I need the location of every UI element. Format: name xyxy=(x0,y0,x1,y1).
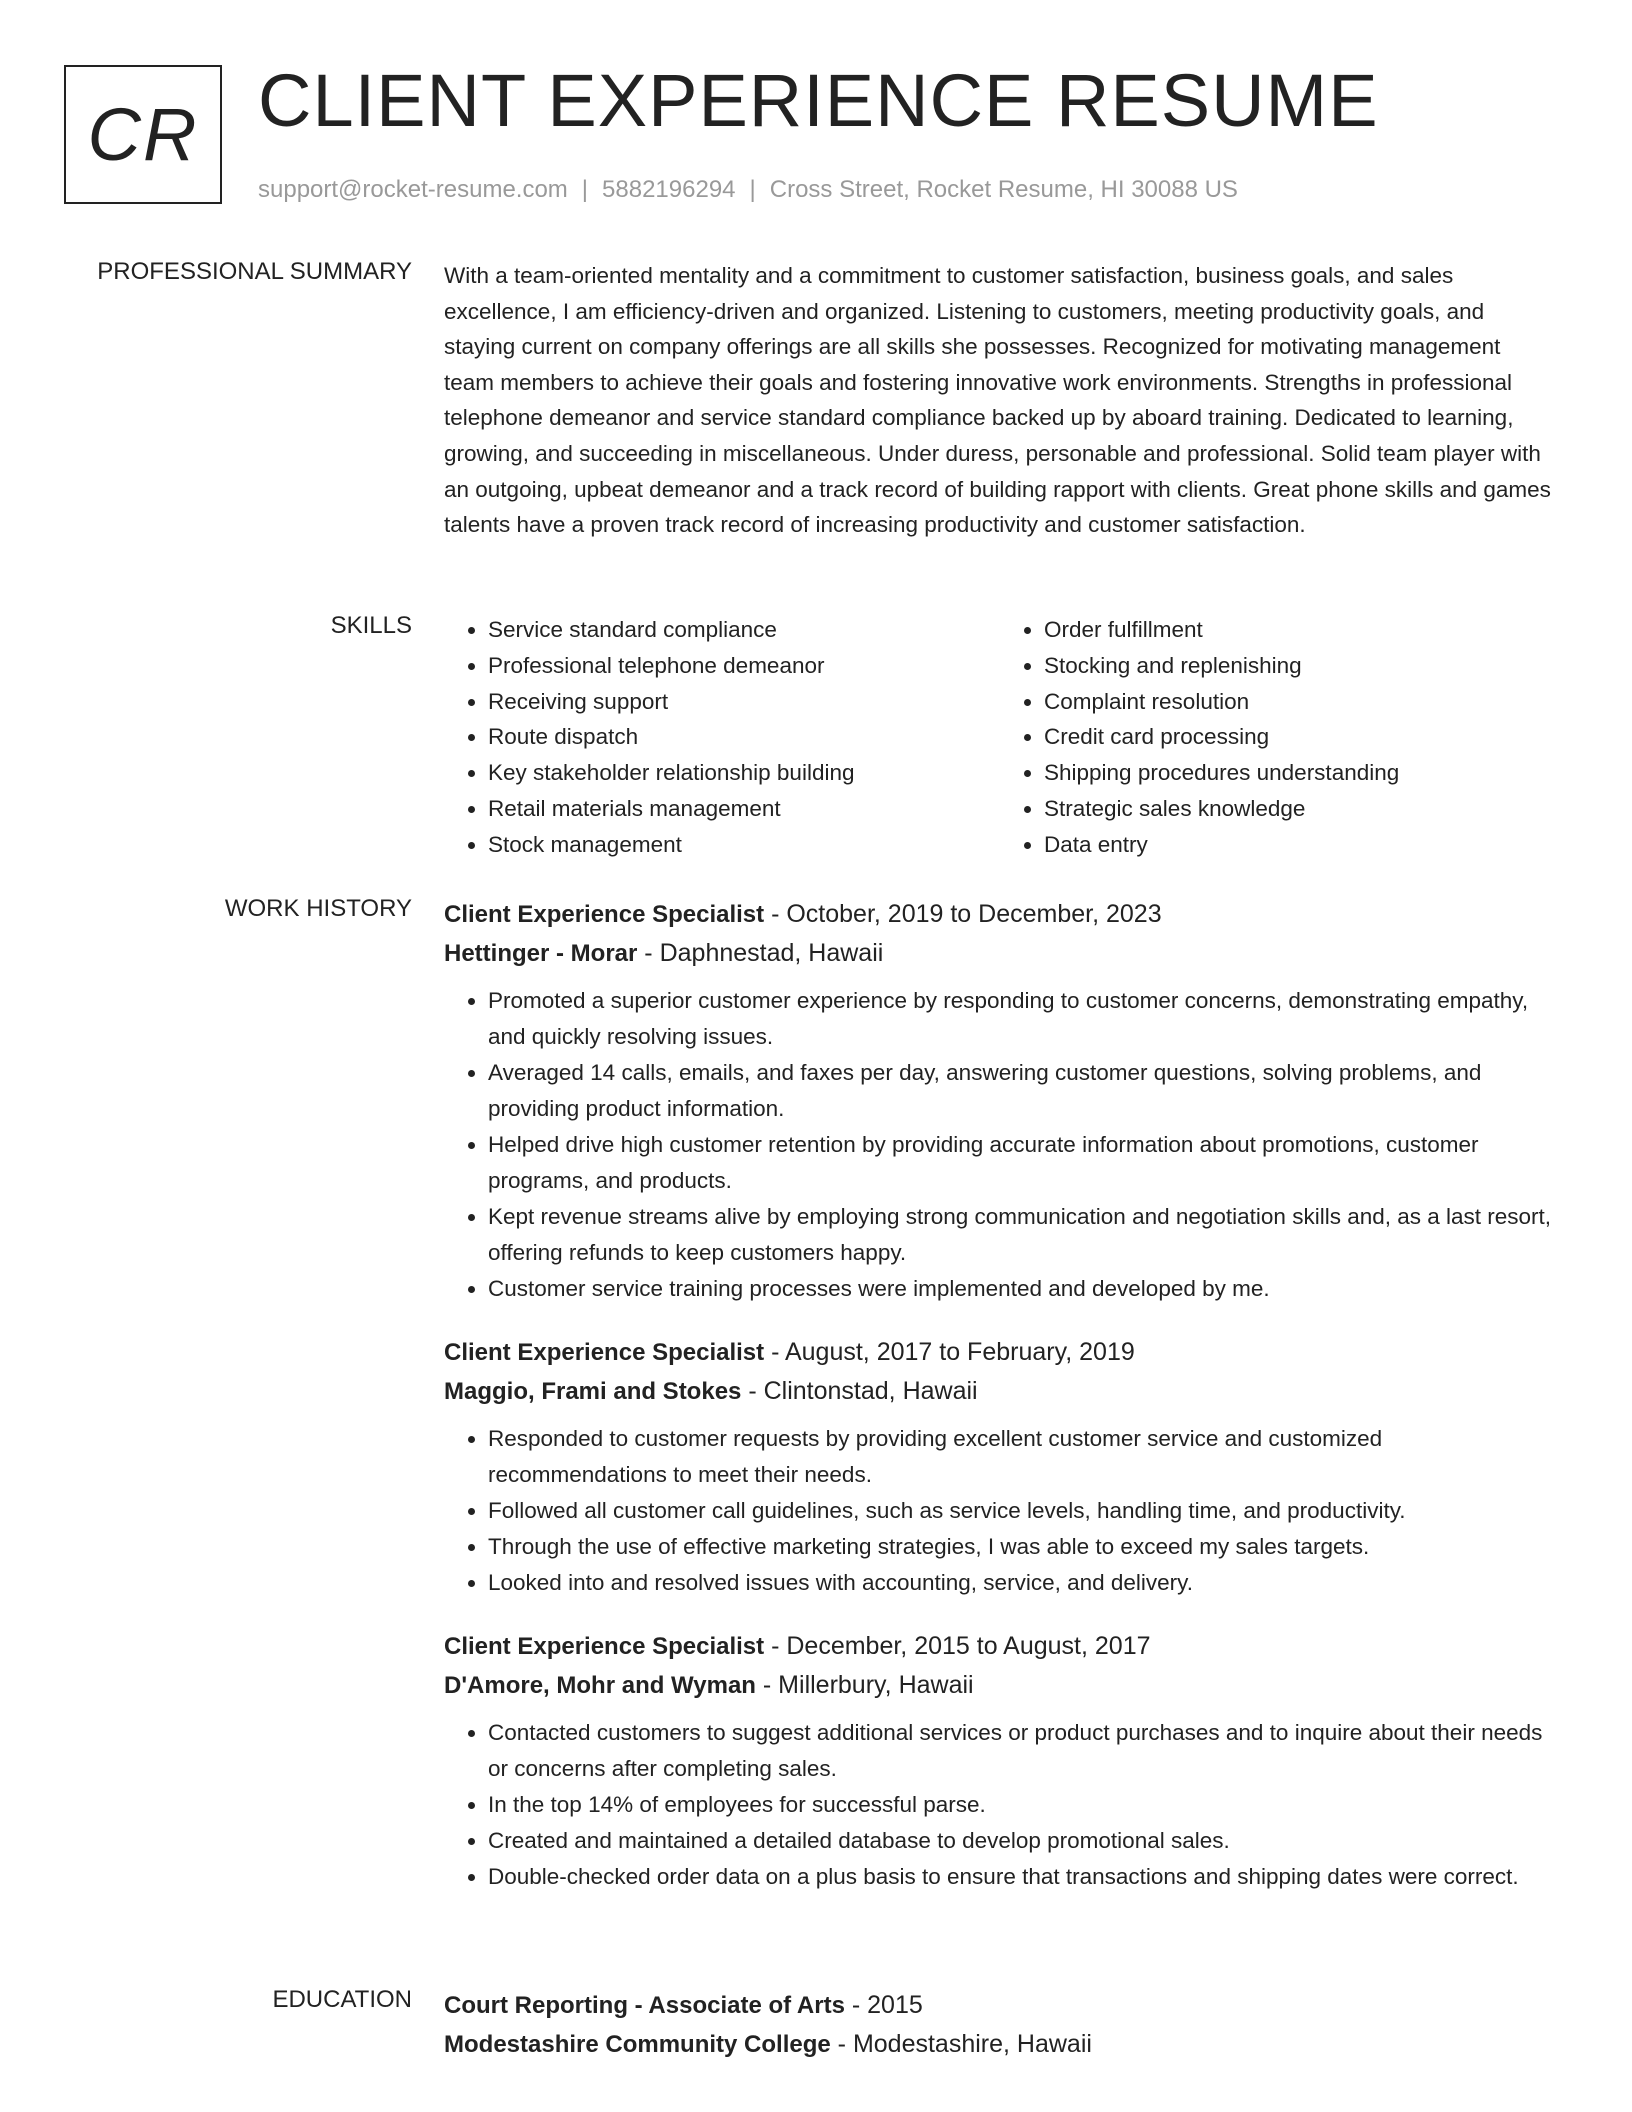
job-company: Hettinger - Morar xyxy=(444,940,638,967)
skill-item: • Key stakeholder relationship building xyxy=(488,755,1000,791)
education-degree-line xyxy=(444,1986,1556,2025)
skill-item: • Strategic sales knowledge xyxy=(1044,791,1556,827)
education-heading: EDUCATION xyxy=(272,1986,412,2013)
skills-heading: SKILLS xyxy=(330,612,412,639)
job-company-line xyxy=(444,934,1556,973)
summary-body xyxy=(444,258,1556,543)
contact-separator: | xyxy=(749,176,756,203)
job-location: - Millerbury, Hawaii xyxy=(755,1671,974,1699)
contact-address: Cross Street, Rocket Resume, HI 30088 US xyxy=(769,176,1238,203)
skill-item: • Retail materials management xyxy=(488,791,1000,827)
job-company-line xyxy=(444,1372,1556,1411)
contact-separator: | xyxy=(581,176,589,203)
skill-item: • Data entry xyxy=(1044,827,1556,863)
work-history-body xyxy=(444,895,1556,1921)
monogram-logo: CR xyxy=(64,65,222,204)
job-bullet: • Looked into and resolved issues with accounting, service, and delivery. xyxy=(488,1565,1556,1601)
skill-item: • Professional telephone demeanor xyxy=(488,648,1000,684)
skill-item: • Complaint resolution xyxy=(1044,684,1556,720)
job-dates: - October, 2019 to December, 2023 xyxy=(764,900,1162,928)
job-company-line xyxy=(444,1666,1556,1705)
education-body xyxy=(444,1986,1556,2064)
job-title-line xyxy=(444,1333,1556,1372)
job-bullet: • Followed all customer call guidelines, such as service levels, handling time, and productivity. xyxy=(488,1493,1556,1529)
job-location: - Daphnestad, Hawaii xyxy=(637,939,884,967)
education-school-line xyxy=(444,2025,1556,2064)
skill-item: • Route dispatch xyxy=(488,719,1000,755)
job-company: D'Amore, Mohr and Wyman xyxy=(444,1672,756,1699)
job-title-line xyxy=(444,895,1556,934)
work-history-heading: WORK HISTORY xyxy=(224,895,412,922)
job-bullet: • Customer service training processes were implemented and developed by me. xyxy=(488,1271,1556,1307)
contact-line xyxy=(258,176,1238,204)
education-year: - 2015 xyxy=(844,1991,923,2019)
job-bullets xyxy=(444,983,1556,1307)
job-company: Maggio, Frami and Stokes xyxy=(444,1378,742,1405)
job-bullet: • Responded to customer requests by providing excellent customer service and customized recommendations to meet their needs. xyxy=(488,1421,1556,1493)
education-location: - Modestashire, Hawaii xyxy=(830,2030,1092,2058)
skill-item: • Stocking and replenishing xyxy=(1044,648,1556,684)
job-title: Client Experience Specialist xyxy=(444,1633,765,1660)
job-bullet: • Kept revenue streams alive by employing strong communication and negotiation skills and, as a last resort, offering refunds to keep customers happy. xyxy=(488,1199,1556,1271)
job-bullets xyxy=(444,1421,1556,1601)
job-bullet: • Created and maintained a detailed database to develop promotional sales. xyxy=(488,1823,1556,1859)
skills-body xyxy=(444,612,1556,863)
job-location: - Clintonstad, Hawaii xyxy=(741,1377,978,1405)
summary-heading: PROFESSIONAL SUMMARY xyxy=(97,258,412,285)
summary-text: With a team-oriented mentality and a commitment to customer satisfaction, business goals, and sales excellence, I am efficiency-driven and organized. Listening to customers, meeting productivity goals, and staying current on company offerings are all skills she possesses. Recognized for motivating management team members to achieve their goals and fostering innovative work environments. Strengths in professional telephone demeanor and service standard compliance backed up by aboard training. Dedicated to learning, growing, and succeeding in miscellaneous. Under duress, personable and professional. Solid team player with an outgoing, upbeat demeanor and a track record of building rapport with clients. Great phone skills and games talents have a proven track record of increasing productivity and customer satisfaction. xyxy=(444,263,1551,538)
skill-item: • Receiving support xyxy=(488,684,1000,720)
skills-list-right xyxy=(1000,612,1556,863)
job-dates: - August, 2017 to February, 2019 xyxy=(764,1338,1135,1366)
job-bullet: • Contacted customers to suggest additional services or product purchases and to inquire about their needs or concerns after completing sales. xyxy=(488,1715,1556,1787)
skills-list-left xyxy=(444,612,1000,863)
job-bullet: • In the top 14% of employees for successful parse. xyxy=(488,1787,1556,1823)
skill-item: • Stock management xyxy=(488,827,1000,863)
skill-item: • Order fulfillment xyxy=(1044,612,1556,648)
job-entry xyxy=(444,1333,1556,1601)
job-bullet: • Averaged 14 calls, emails, and faxes per day, answering customer questions, solving problems, and providing product information. xyxy=(488,1055,1556,1127)
education-school: Modestashire Community College xyxy=(444,2031,831,2058)
job-bullet: • Promoted a superior customer experience by responding to customer concerns, demonstrating empathy, and quickly resolving issues. xyxy=(488,983,1556,1055)
education-degree: Court Reporting - Associate of Arts xyxy=(444,1992,845,2019)
skill-item: • Service standard compliance xyxy=(488,612,1000,648)
job-bullets xyxy=(444,1715,1556,1895)
contact-email[interactable]: support@rocket-resume.com xyxy=(258,176,568,203)
job-dates: - December, 2015 to August, 2017 xyxy=(764,1632,1151,1660)
resume-title: CLIENT EXPERIENCE RESUME xyxy=(258,59,1379,142)
job-title: Client Experience Specialist xyxy=(444,1339,765,1366)
skill-item: • Credit card processing xyxy=(1044,719,1556,755)
job-entry xyxy=(444,895,1556,1307)
job-title-line xyxy=(444,1627,1556,1666)
job-title: Client Experience Specialist xyxy=(444,901,765,928)
contact-phone[interactable]: 5882196294 xyxy=(602,176,736,203)
skill-item: • Shipping procedures understanding xyxy=(1044,755,1556,791)
job-bullet: • Helped drive high customer retention by providing accurate information about promotions, customer programs, and products. xyxy=(488,1127,1556,1199)
job-bullet: • Double-checked order data on a plus basis to ensure that transactions and shipping dates were correct. xyxy=(488,1859,1556,1895)
job-entry xyxy=(444,1627,1556,1895)
job-bullet: • Through the use of effective marketing strategies, I was able to exceed my sales targets. xyxy=(488,1529,1556,1565)
